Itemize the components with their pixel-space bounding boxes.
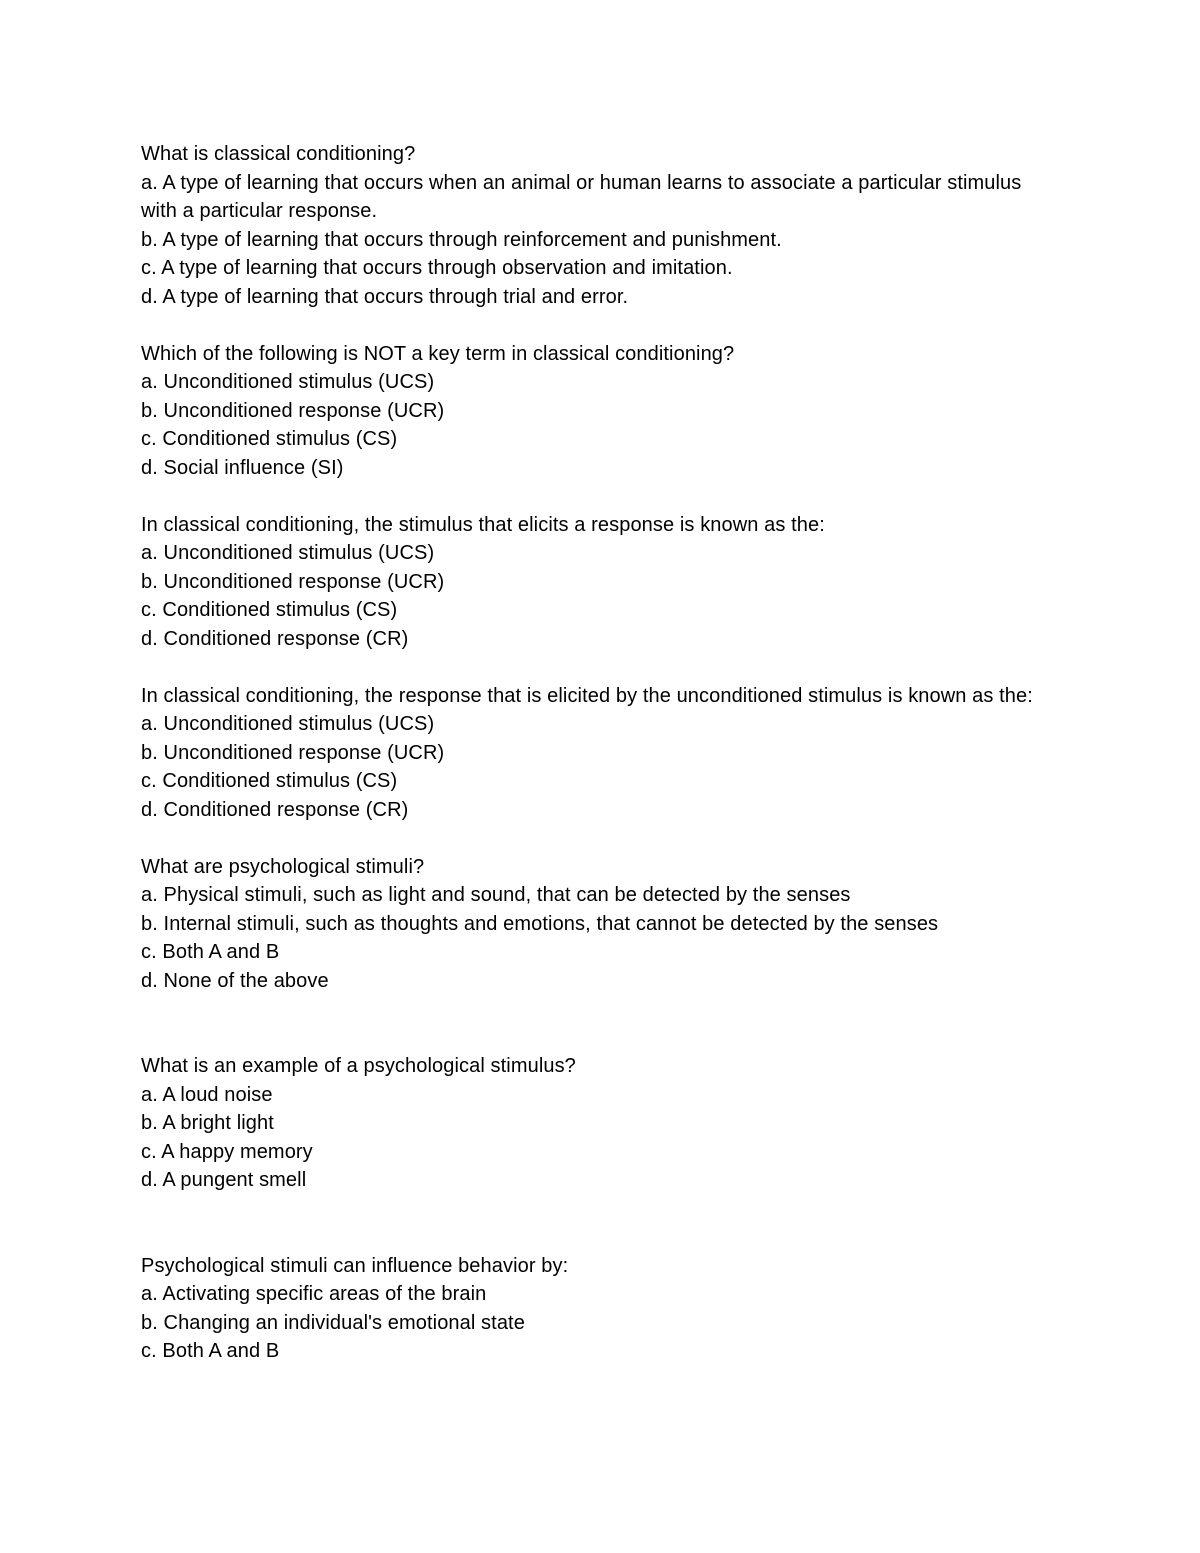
question-prompt: What is an example of a psychological stimulus? — [141, 1055, 576, 1077]
answer-option: b. Unconditioned response (UCR) — [141, 741, 445, 764]
question-prompt: Which of the following is NOT a key term in classical conditioning? — [141, 342, 735, 365]
answer-option: b. Internal stimuli, such as thoughts and emotions, that cannot be detected by the senses — [141, 912, 939, 935]
answer-option: c. Conditioned stimulus (CS) — [141, 599, 398, 621]
answer-option: a. Unconditioned stimulus (UCS) — [141, 713, 435, 735]
question-2 — [141, 340, 1061, 483]
answer-option: b. Unconditioned response (UCR) — [141, 570, 445, 593]
answer-option: b. A type of learning that occurs through reinforcement and punishment. — [141, 228, 782, 251]
answer-option: c. A type of learning that occurs through observation and imitation. — [141, 257, 733, 279]
spacer — [141, 311, 1061, 340]
quiz-content — [141, 140, 1061, 1366]
question-prompt: In classical conditioning, the response that is elicited by the unconditioned stimulus is known as the: — [141, 684, 1033, 707]
answer-option: d. Conditioned response (CR) — [141, 627, 409, 650]
spacer — [141, 482, 1061, 511]
answer-option: c. Conditioned stimulus (CS) — [141, 428, 398, 450]
answer-option: d. Conditioned response (CR) — [141, 798, 409, 821]
answer-option: a. A loud noise — [141, 1083, 273, 1106]
answer-option: d. None of the above — [141, 969, 329, 992]
answer-option: c. Conditioned stimulus (CS) — [141, 770, 398, 792]
answer-option: c. Both A and B — [141, 941, 280, 963]
answer-option: b. Unconditioned response (UCR) — [141, 399, 445, 422]
question-1 — [141, 140, 1061, 311]
answer-option: a. A type of learning that occurs when an animal or human learns to associate a particular stimulus with a particular response. — [141, 171, 1022, 222]
question-prompt: In classical conditioning, the stimulus that elicits a response is known as the: — [141, 513, 825, 536]
question-5 — [141, 853, 1061, 996]
question-7 — [141, 1252, 1061, 1366]
question-6 — [141, 1052, 1061, 1195]
spacer — [141, 995, 1061, 1052]
question-4 — [141, 682, 1061, 825]
answer-option: d. A type of learning that occurs through trial and error. — [141, 285, 629, 308]
question-prompt: What are psychological stimuli? — [141, 855, 425, 878]
question-prompt: What is classical conditioning? — [141, 143, 416, 165]
answer-option: a. Physical stimuli, such as light and sound, that can be detected by the senses — [141, 884, 851, 906]
spacer — [141, 1195, 1061, 1252]
question-prompt: Psychological stimuli can influence behavior by: — [141, 1254, 569, 1277]
question-3 — [141, 511, 1061, 654]
answer-option: c. A happy memory — [141, 1140, 313, 1163]
answer-option: c. Both A and B — [141, 1340, 280, 1362]
answer-option: d. Social influence (SI) — [141, 456, 344, 479]
answer-option: b. Changing an individual's emotional state — [141, 1311, 525, 1334]
answer-option: b. A bright light — [141, 1112, 274, 1134]
spacer — [141, 824, 1061, 853]
answer-option: a. Unconditioned stimulus (UCS) — [141, 542, 435, 564]
answer-option: a. Activating specific areas of the brain — [141, 1283, 487, 1305]
answer-option: a. Unconditioned stimulus (UCS) — [141, 371, 435, 393]
answer-option: d. A pungent smell — [141, 1169, 307, 1191]
spacer — [141, 653, 1061, 682]
